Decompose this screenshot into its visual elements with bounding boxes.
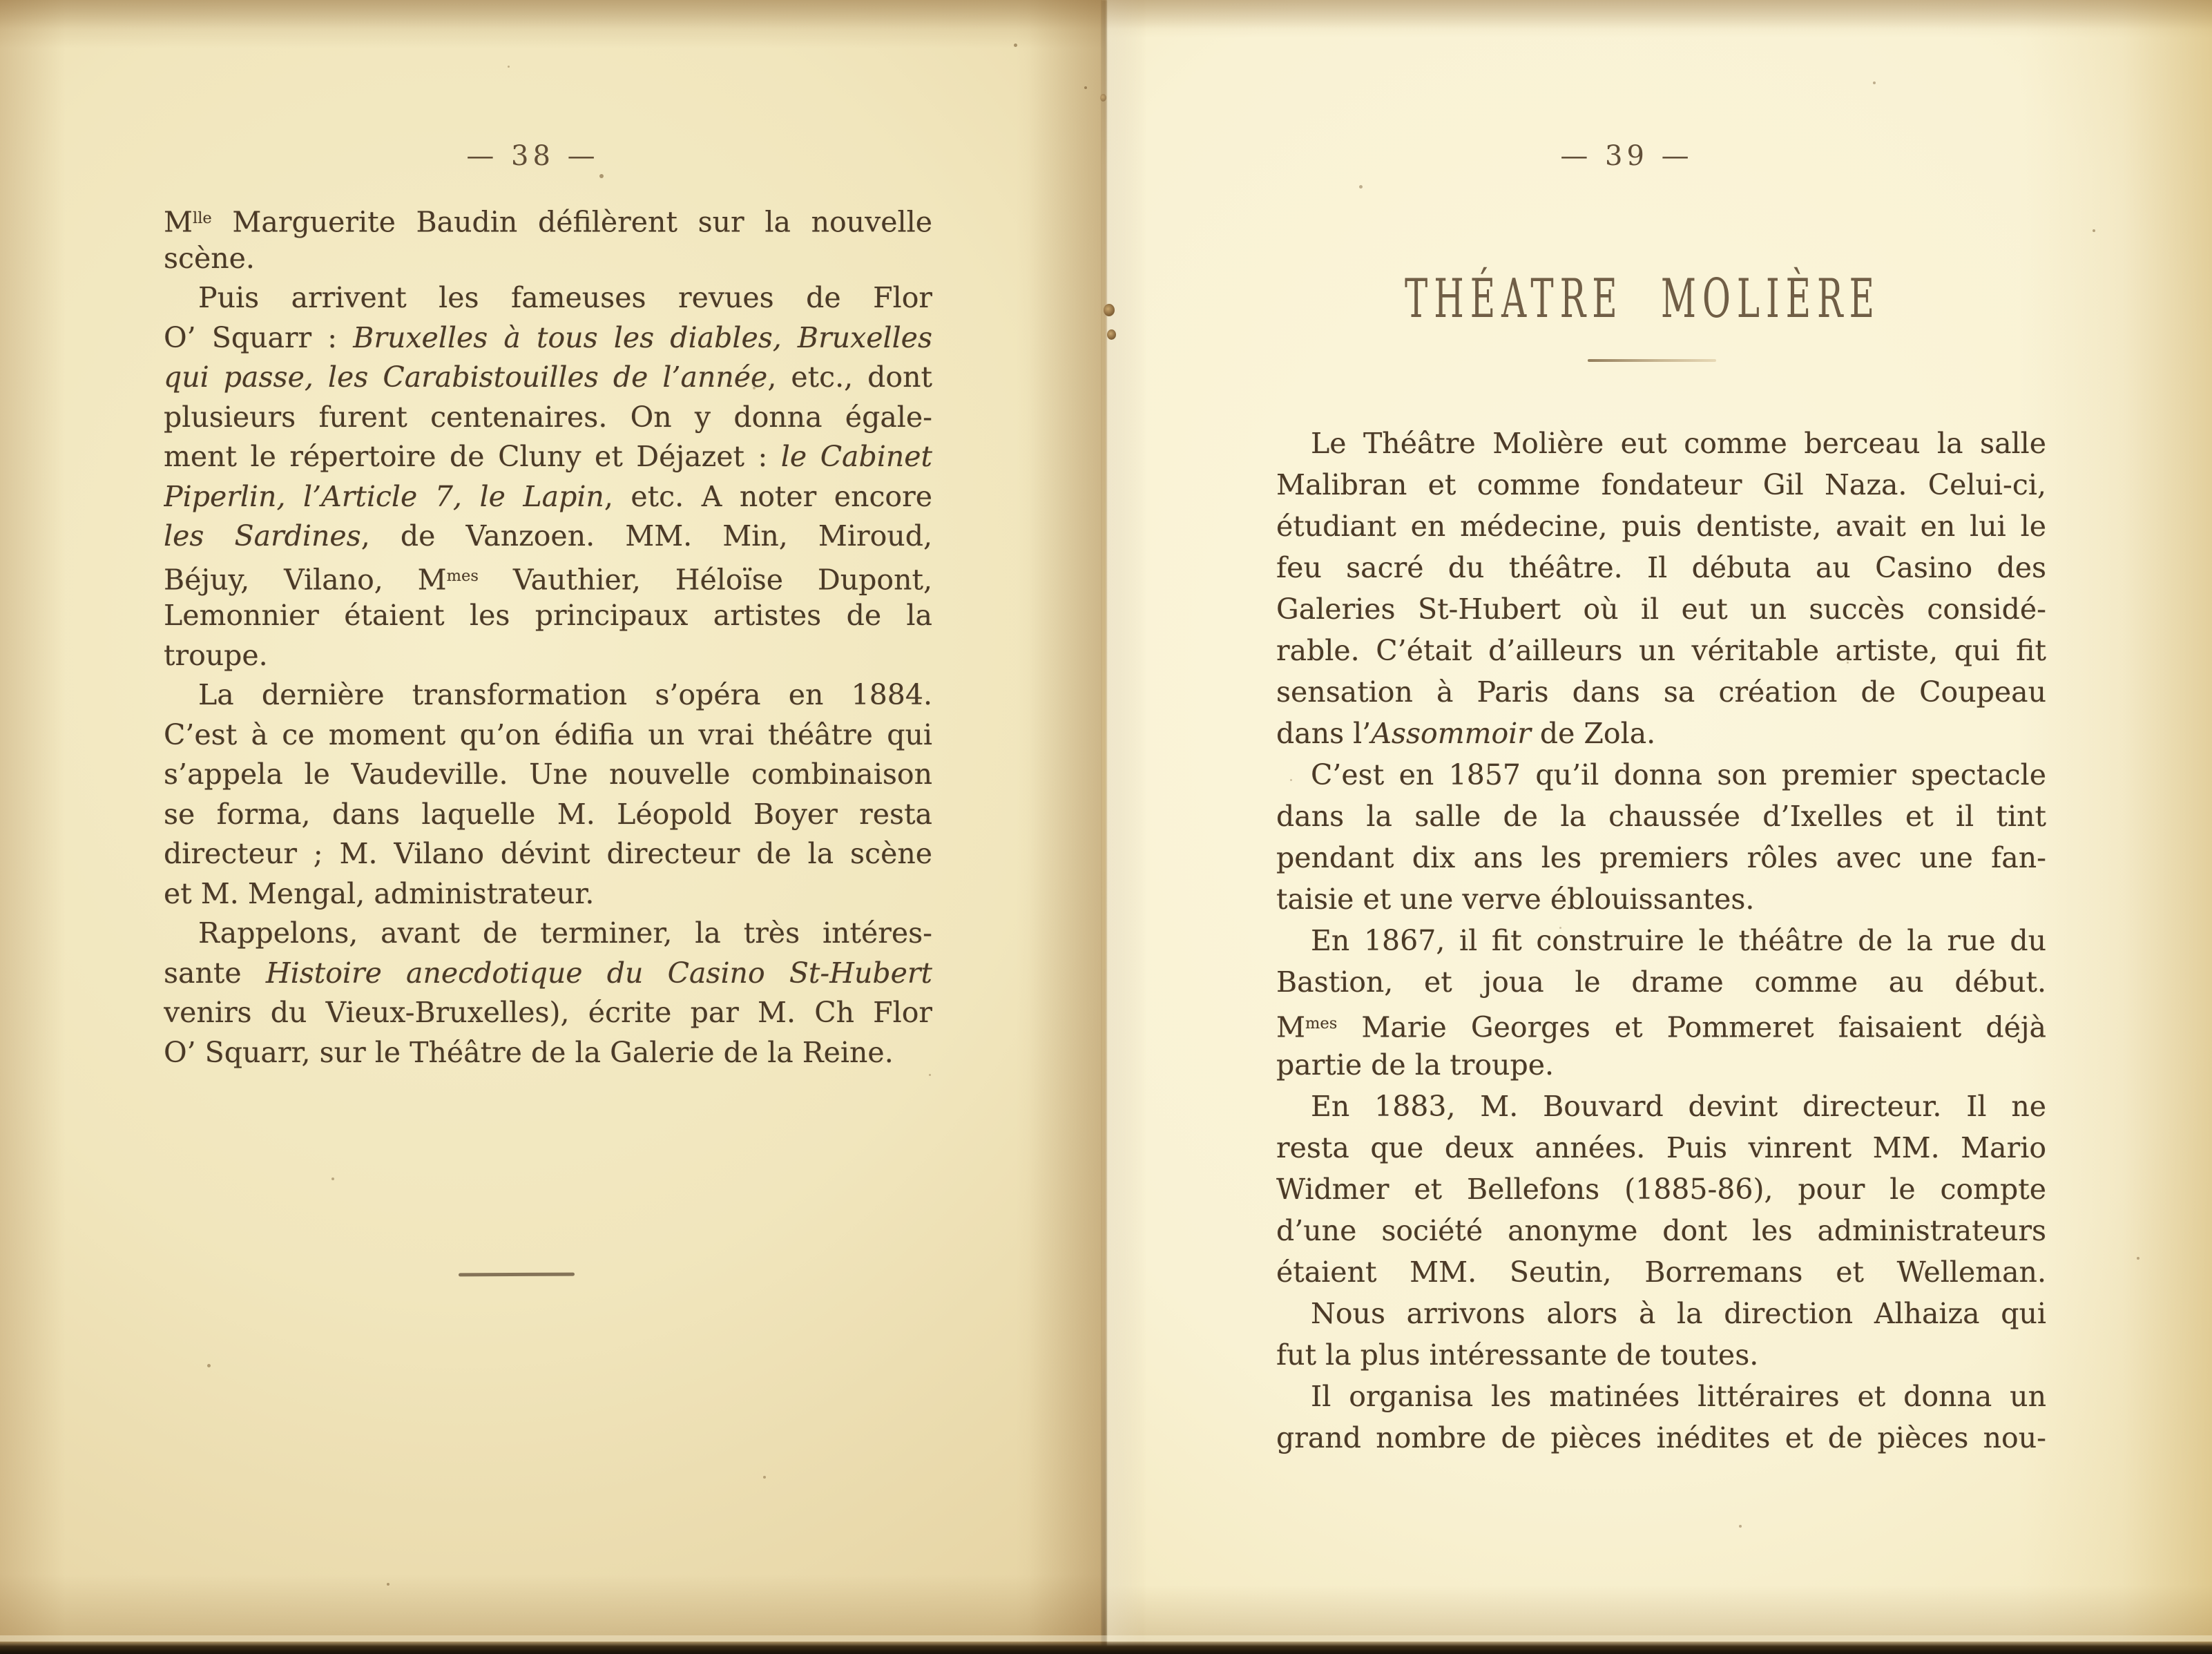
text-line [1276, 920, 2046, 961]
text-line [1276, 588, 2046, 630]
italic-text: Assommoir [1371, 717, 1531, 750]
paper-speck [207, 1364, 211, 1367]
paper-speck [929, 1074, 931, 1076]
text-segment: Nous arrivons alors à la direction Alhaiza qui [1311, 1297, 2046, 1330]
paper-speck [508, 66, 510, 68]
text-line [1276, 464, 2046, 506]
page-39 [1106, 0, 2212, 1654]
text-line [164, 239, 932, 279]
text-segment: Widmer et Bellefons (1885-86), pour le compte [1276, 1173, 2046, 1206]
paper-speck [331, 1177, 334, 1180]
text-line [164, 199, 932, 239]
text-segment: En 1867, il fit construire le théâtre de la rue du [1311, 924, 2046, 957]
text-segment: , de Vanzoen. MM. Min, Miroud, [360, 519, 932, 552]
text-line [164, 278, 932, 318]
page-38-text [164, 199, 932, 1073]
text-segment: venirs du Vieux-Bruxelles), écrite par M. Ch Flor [164, 996, 932, 1029]
text-segment: pendant dix ans les premiers rôles avec une fan- [1276, 841, 2046, 874]
paper-speck [599, 174, 604, 178]
text-segment: plusieurs furent centenaires. On y donna égale- [164, 400, 932, 434]
text-segment: ment le répertoire de Cluny et Déjazet : [164, 440, 781, 473]
text-line [164, 954, 932, 994]
binding-hole [1107, 329, 1116, 340]
text-line [1276, 671, 2046, 713]
text-line [1276, 878, 2046, 920]
text-line [1276, 796, 2046, 837]
text-segment: feu sacré du théâtre. Il débuta au Casino des [1276, 551, 2046, 584]
text-line [164, 318, 932, 358]
chapter-title: THÉATRE MOLIÈRE [1405, 268, 1881, 330]
text-segment: fut la plus intéressante de toutes. [1276, 1338, 1759, 1372]
text-segment: et M. Mengal, administrateur. [164, 876, 595, 910]
text-line [164, 596, 932, 636]
text-line [1276, 837, 2046, 878]
text-segment: C’est à ce moment qu’on édifia un vrai théâtre qui [164, 718, 932, 751]
text-line [164, 557, 932, 597]
text-line [164, 675, 932, 715]
page-38-number: — 38 — [466, 140, 599, 172]
text-segment: Béjuy, Vilano, M [164, 562, 447, 596]
scan-bottom-edge [0, 1642, 2212, 1654]
superscript-text: lle [192, 209, 212, 227]
paper-speck [1359, 185, 1363, 189]
italic-text: le Cabinet [780, 440, 932, 473]
text-line [1276, 1417, 2046, 1459]
text-segment: M [1276, 1010, 1305, 1044]
text-line [164, 398, 932, 438]
book-gutter [1102, 0, 1107, 1654]
text-line [1276, 1127, 2046, 1169]
text-line [1276, 713, 2046, 754]
text-segment: sensation à Paris dans sa création de Coupeau [1276, 675, 2046, 709]
text-line [1276, 1210, 2046, 1251]
page-39-number: — 39 — [1560, 140, 1693, 172]
text-segment: se forma, dans laquelle M. Léopold Boyer resta [164, 797, 932, 831]
text-segment: scène. [164, 241, 255, 275]
text-segment: En 1883, M. Bouvard devint directeur. Il ne [1311, 1090, 2046, 1123]
text-line [1276, 1003, 2046, 1044]
text-line [164, 358, 932, 398]
text-segment: Rappelons, avant de terminer, la très intéres- [198, 916, 932, 950]
paper-speck [387, 1583, 389, 1586]
gutter-highlight [1107, 0, 1143, 1654]
text-segment: Malibran et comme fondateur Gil Naza. Celui-ci, [1276, 468, 2046, 501]
binding-hole [1100, 94, 1106, 102]
paper-speck [2093, 229, 2095, 232]
text-segment: O’ Squarr, sur le Théâtre de la Galerie de la Reine. [164, 1035, 894, 1069]
superscript-text: mes [446, 566, 479, 585]
text-line [164, 755, 932, 795]
text-line [164, 834, 932, 874]
italic-text: Piperlin, l’Article 7, le Lapin [164, 479, 604, 513]
superscript-text: mes [1305, 1014, 1338, 1032]
text-segment: Galeries St-Hubert où il eut un succès considé- [1276, 593, 2046, 626]
page-bottom-highlight [0, 1635, 2212, 1642]
text-line [1276, 1086, 2046, 1127]
text-segment: directeur ; M. Vilano dévint directeur de la scène [164, 837, 932, 870]
text-segment: resta que deux années. Puis vinrent MM. Mario [1276, 1131, 2046, 1164]
text-line [164, 1033, 932, 1073]
text-line [164, 795, 932, 835]
text-segment: de Zola. [1530, 717, 1656, 750]
text-line [1276, 547, 2046, 588]
text-segment: Marguerite Baudin défilèrent sur la nouvelle [211, 205, 932, 239]
text-line [164, 914, 932, 954]
text-line [164, 874, 932, 914]
section-divider [459, 1273, 575, 1277]
text-line [1276, 1334, 2046, 1376]
paper-speck [1014, 44, 1017, 47]
text-line [1276, 1044, 2046, 1086]
text-line [164, 477, 932, 517]
paper-speck [1559, 927, 1561, 929]
paper-speck [753, 387, 756, 390]
text-segment: , etc. A noter encore [604, 479, 932, 513]
text-segment: Lemonnier étaient les principaux artistes de la [164, 599, 932, 632]
text-line [1276, 630, 2046, 671]
paper-speck [1084, 86, 1087, 89]
text-segment: d’une société anonyme dont les administrateurs [1276, 1214, 2046, 1247]
text-segment: grand nombre de pièces inédites et de pièces nou- [1276, 1421, 2046, 1454]
text-segment: M [164, 205, 193, 239]
italic-text: qui passe, les Carabistouilles de l’année [164, 360, 768, 394]
text-segment: dans la salle de la chaussée d’Ixelles et il tint [1276, 800, 2046, 833]
text-segment: taisie et une verve éblouissantes. [1276, 883, 1755, 916]
text-line [164, 993, 932, 1033]
text-segment: rable. C’était d’ailleurs un véritable artiste, qui fit [1276, 634, 2046, 667]
text-line [164, 437, 932, 477]
text-line [1276, 1376, 2046, 1417]
text-segment: La dernière transformation s’opéra en 1884. [198, 678, 932, 711]
text-line [1276, 1169, 2046, 1210]
gutter-shadow [1029, 0, 1102, 1654]
text-line [1276, 754, 2046, 796]
paper-speck [1847, 662, 1849, 664]
paper-speck [763, 1476, 766, 1479]
paper-speck [1739, 1525, 1742, 1528]
text-line [1276, 961, 2046, 1003]
text-segment: Il organisa les matinées littéraires et donna un [1311, 1380, 2046, 1413]
text-line [164, 715, 932, 756]
text-segment: C’est en 1857 qu’il donna son premier spectacle [1311, 758, 2046, 791]
text-segment: Bastion, et joua le drame comme au début. [1276, 965, 2046, 999]
italic-text: Bruxelles à tous les diables, Bruxelles [353, 320, 932, 354]
text-segment: étaient MM. Seutin, Borremans et Welleman. [1276, 1256, 2046, 1289]
text-segment: dans l’ [1276, 717, 1372, 750]
text-segment: étudiant en médecine, puis dentiste, avait en lui le [1276, 510, 2046, 543]
text-segment: Le Théâtre Molière eut comme berceau la salle [1311, 427, 2046, 460]
italic-text: les Sardines [164, 519, 361, 552]
paper-speck [2137, 1257, 2139, 1260]
text-line [164, 636, 932, 676]
text-segment: partie de la troupe. [1276, 1048, 1555, 1081]
text-line [164, 517, 932, 557]
paper-speck [1873, 81, 1876, 84]
text-segment: sante [164, 956, 266, 990]
text-segment: Puis arrivent les fameuses revues de Flor [198, 281, 932, 314]
text-segment: O’ Squarr : [164, 320, 354, 354]
text-line [1276, 423, 2046, 464]
text-segment: Marie Georges et Pommeret faisaient déjà [1337, 1010, 2046, 1044]
text-segment: Vauthier, Héloïse Dupont, [478, 562, 932, 596]
paper-speck [1290, 779, 1292, 781]
text-line [1276, 506, 2046, 547]
text-segment: , etc., dont [767, 360, 932, 394]
italic-text: Histoire anecdotique du Casino St-Hubert [265, 956, 932, 990]
scan-top-edge [0, 0, 2212, 29]
binding-hole [1104, 304, 1115, 316]
page-39-text [1276, 423, 2046, 1459]
text-line [1276, 1251, 2046, 1293]
text-line [1276, 1293, 2046, 1334]
text-segment: s’appela le Vaudeville. Une nouvelle combinaison [164, 758, 932, 791]
text-segment: troupe. [164, 638, 268, 672]
title-divider [1588, 359, 1716, 362]
